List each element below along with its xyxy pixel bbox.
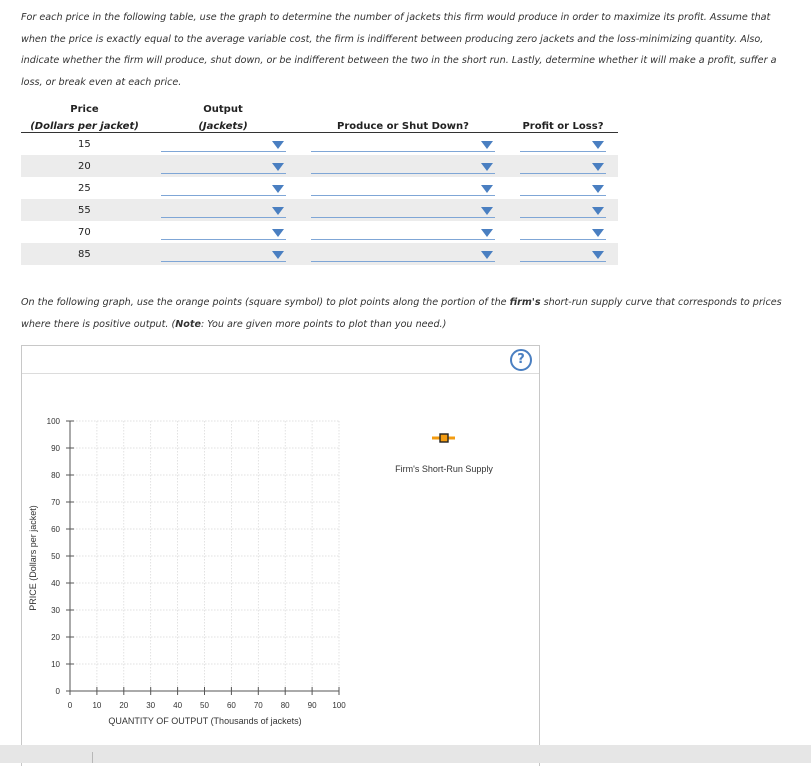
profit-header: Profit or Loss? [508,115,618,133]
produce-shutdown-dropdown[interactable] [311,159,495,174]
x-tick-label: 60 [226,701,236,710]
dropdown-arrow-icon [592,185,604,193]
table-row [21,221,618,243]
table-row [21,243,618,265]
bottom-bar [0,745,811,763]
x-axis-label: QUANTITY OF OUTPUT (Thousands of jackets) [108,716,302,726]
produce-shutdown-dropdown[interactable] [311,225,495,240]
table-row [21,133,618,156]
y-tick-label: 0 [55,687,60,696]
output-header: Output [203,104,243,115]
price-cell: 70 [78,226,91,238]
output-dropdown[interactable] [161,159,286,174]
price-header: Price [70,104,99,115]
dropdown-arrow-icon [481,141,493,149]
profit-loss-dropdown[interactable] [520,225,606,240]
dropdown-arrow-icon [272,207,284,215]
instructions-table: For each price in the following table, use the graph to determine the number of jackets this firm would produce in order to maximize its profit. Assume that when the price is exactly equal to the average variable cost, the firm is indifferent between producing zero jackets and the loss-minimizing quantity. Also, indicate whether the firm will produce, shut down, or be indifferent between the two in the short run. Lastly, determine whether it will make a profit, suffer a loss, or break even at each price. [21,12,777,88]
output-dropdown[interactable] [161,181,286,196]
profit-loss-dropdown[interactable] [520,181,606,196]
profit-loss-dropdown[interactable] [520,203,606,218]
y-tick-label: 100 [46,417,60,426]
x-tick-label: 90 [307,701,317,710]
price-cell: 55 [21,199,148,221]
dropdown-arrow-icon [592,141,604,149]
y-tick-label: 90 [51,444,60,453]
produce-header: Produce or Shut Down? [298,115,508,133]
dropdown-arrow-icon [481,185,493,193]
x-tick-label: 30 [146,701,156,710]
price-cell: 15 [78,138,91,150]
y-tick-label: 40 [51,579,60,588]
produce-shutdown-dropdown[interactable] [311,247,495,262]
y-tick-label: 50 [51,552,60,561]
produce-shutdown-dropdown[interactable] [311,181,495,196]
profit-loss-dropdown[interactable] [520,159,606,174]
produce-shutdown-dropdown[interactable] [311,137,495,152]
dropdown-arrow-icon [592,207,604,215]
x-tick-label: 50 [200,701,209,710]
table-row [21,177,618,199]
output-dropdown[interactable] [161,137,286,152]
x-tick-label: 20 [119,701,129,710]
dropdown-arrow-icon [592,163,604,171]
price-cell: 25 [78,182,91,194]
y-tick-label: 80 [51,471,60,480]
dropdown-arrow-icon [592,251,604,259]
x-tick-label: 100 [332,701,346,710]
profit-loss-dropdown[interactable] [520,247,606,262]
table-row [21,199,618,221]
y-tick-label: 60 [51,525,60,534]
y-tick-label: 70 [51,498,60,507]
dropdown-arrow-icon [272,163,284,171]
price-cell: 20 [21,155,148,177]
dropdown-arrow-icon [272,185,284,193]
output-dropdown[interactable] [161,203,286,218]
y-tick-label: 30 [51,606,60,615]
price-subheader: (Dollars per jacket) [21,115,148,133]
dropdown-arrow-icon [481,207,493,215]
y-tick-label: 10 [51,660,60,669]
profit-loss-dropdown[interactable] [520,137,606,152]
dropdown-arrow-icon [481,251,493,259]
dropdown-arrow-icon [481,229,493,237]
produce-shutdown-dropdown[interactable] [311,203,495,218]
jacket-table [21,98,618,265]
supply-point-tool[interactable] [440,434,448,442]
x-tick-label: 80 [280,701,290,710]
dropdown-arrow-icon [272,141,284,149]
legend-label: Firm's Short-Run Supply [395,464,493,474]
x-tick-label: 10 [92,701,102,710]
x-tick-label: 70 [253,701,263,710]
dropdown-arrow-icon [592,229,604,237]
instructions-graph: On the following graph, use the orange points (square symbol) to plot points along the portion of the firm's short-run supply curve that corresponds to prices where there is positive output. (Note: You are given more points to plot than you need.) [21,297,782,330]
dropdown-arrow-icon [272,251,284,259]
x-tick-label: 0 [67,701,73,710]
price-cell: 85 [21,243,148,265]
help-icon[interactable]: ? [510,349,532,371]
table-row [21,155,618,177]
graph-panel [21,345,540,766]
graph-toolbar [22,346,539,374]
dropdown-arrow-icon [481,163,493,171]
y-axis-label: PRICE (Dollars per jacket) [28,505,38,611]
x-tick-label: 40 [173,701,183,710]
y-tick-label: 20 [51,633,60,642]
dropdown-arrow-icon [272,229,284,237]
output-dropdown[interactable] [161,247,286,262]
output-dropdown[interactable] [161,225,286,240]
output-subheader: (Jackets) [148,115,298,133]
